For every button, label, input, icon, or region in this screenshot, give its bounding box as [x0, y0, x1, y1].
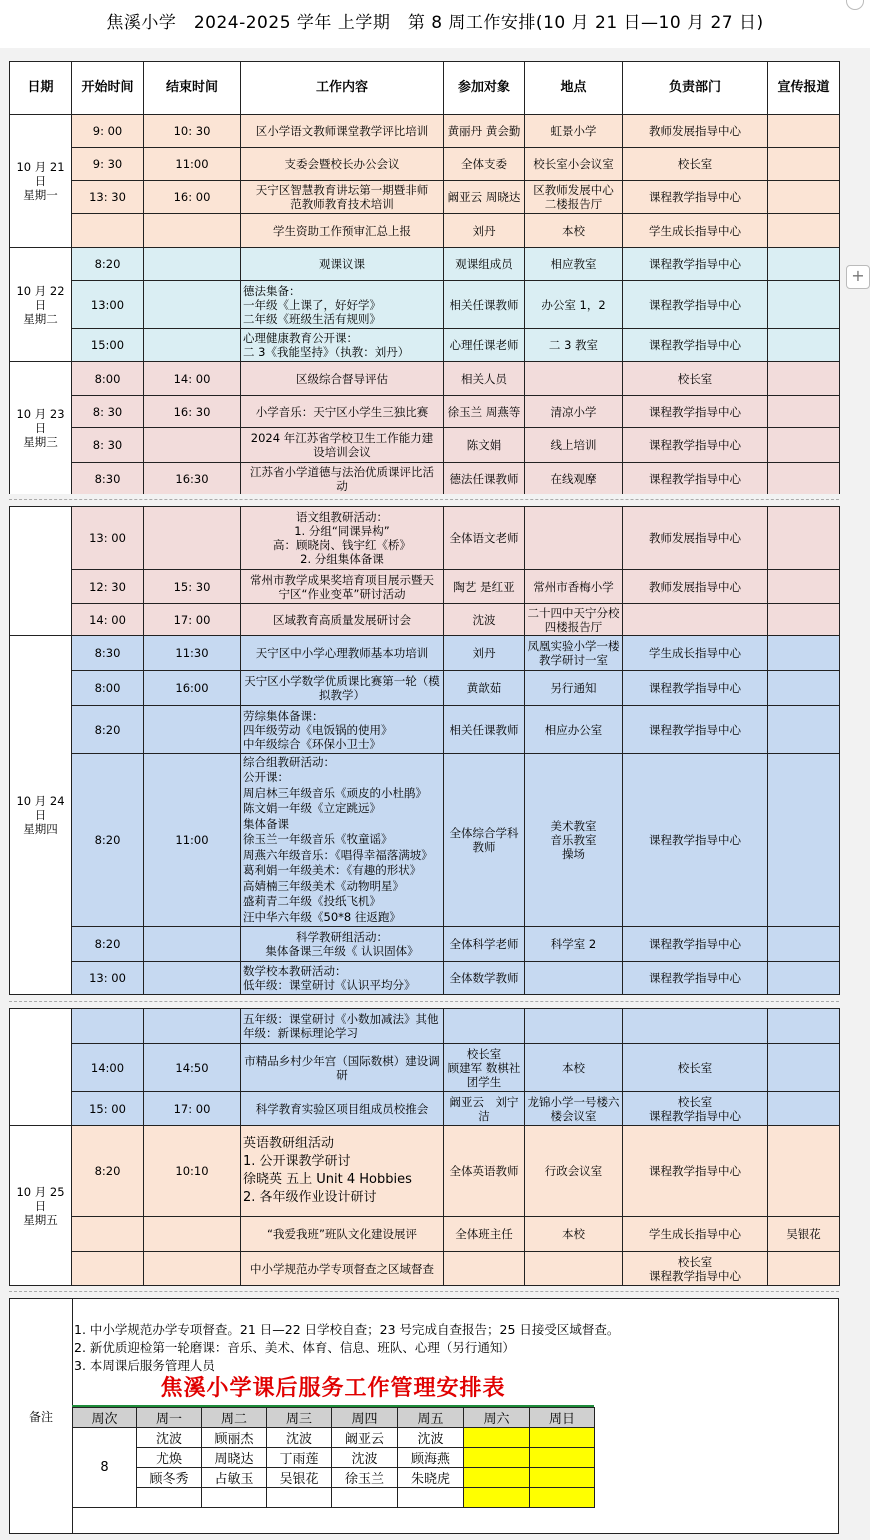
table-row: 8:30 16:30 江苏省小学道德与法治优质课评比活 动 德法任课教师 在线观摩 课程教学指导中心 [10, 463, 840, 495]
page-break [0, 1286, 870, 1298]
page-break [0, 996, 870, 1008]
table-row: 9: 30 11:00 支委会暨校长办公会议 全体支委 校长室小会议室 校长室 [10, 148, 840, 181]
after-school-table [72, 1407, 595, 1508]
table-row: 8:20 劳综集体备课： 四年级劳动《电饭锅的使用》 中年级综合《环保小卫士》 相关任课教师 相应办公室 课程教学指导中心 [10, 706, 840, 754]
table-row: 8:20 11:00 综合组教研活动： 公开课： 周启林三年级音乐《顽皮的小杜鹃》 陈文娟一年级《立定跳远》 集体备课 徐玉兰一年级音乐《牧童谣》 周燕六年级音乐：《唱得幸福落满坡》 葛利娟一年级美术：《有趣的形状》 高婧楠三年级美术《动物明星》 盛莉青二年级《投纸飞机》 汪中华六年级《50*8 往返跑》 全体综合学科 教师 美术教室 音乐教室 操场 课程教学指导中心 [10, 754, 840, 927]
table-row: 中小学规范办学专项督查之区域督查 校长室 课程教学指导中心 [10, 1252, 840, 1286]
notes-lines [74, 1321, 619, 1375]
table-row: 10 月 24 日 星期四 8:30 11:30 天宁区中小学心理教师基本功培训 刘丹 凤凰实验小学一楼 教学研讨一室 学生成长指导中心 [10, 636, 840, 671]
table-row [73, 1488, 595, 1508]
week-number: 8 [73, 1428, 137, 1508]
table-row: 15:00 心理健康教育公开课： 二 3《我能坚持》（执教：刘丹） 心理任课老师 二 3 教室 课程教学指导中心 [10, 329, 840, 362]
after-school-header: 周次 周一 周二 周三 周四 周五 周六 周日 [73, 1408, 595, 1428]
table-row: 13: 00 语文组教研活动： 1. 分组“同课异构” 高：顾晓岗、钱宇红《桥》 2. 分组集体备课 全体语文老师 教师发展指导中心 [10, 507, 840, 570]
header-place: 地点 [525, 62, 623, 115]
header-report: 宣传报道 [768, 62, 840, 115]
table-row: 8: 30 16: 30 小学音乐：天宁区小学生三独比赛 徐玉兰 周燕等 清凉小学 课程教学指导中心 [10, 396, 840, 428]
after-school-schedule [72, 1372, 594, 1508]
schedule-page-1 [9, 61, 839, 495]
day-friday: 10 月 25 日 星期五 [10, 1126, 72, 1286]
note-line: 2. 新优质迎检第一轮磨课：音乐、美术、体育、信息、班队、心理（另行通知） [74, 1340, 515, 1355]
after-school-title: 焦溪小学课后服务工作管理安排表 [160, 1375, 506, 1401]
page-title: 焦溪小学 2024-2025 学年 上学期 第 8 周工作安排(10 月 21 日—10 月 27 日) [0, 0, 870, 48]
table-row: 五年级：课堂研讨《小数加减法》其他 年级：新课标理论学习 [10, 1009, 840, 1044]
table-row: 10 月 22 日 星期二 8:20 观课议课 观课组成员 相应教室 课程教学指导中心 [10, 248, 840, 281]
header-start: 开始时间 [72, 62, 144, 115]
schedule-table-3 [9, 1008, 840, 1286]
table-row: 10 月 23 日 星期三 8:00 14: 00 区级综合督导评估 相关人员 校长室 [10, 362, 840, 396]
day-thursday: 10 月 24 日 星期四 [10, 636, 72, 995]
header-participants: 参加对象 [444, 62, 525, 115]
schedule-table-1 [9, 61, 840, 495]
header-dept: 负责部门 [623, 62, 768, 115]
add-icon[interactable]: + [846, 265, 870, 289]
schedule-page-2 [9, 506, 839, 995]
day-wednesday-cont [10, 507, 72, 636]
note-line: 3. 本周课后服务管理人员 [74, 1358, 215, 1373]
table-row: 10 月 21 日 星期一 9: 00 10: 30 区小学语文教师课堂教学评比培训 黄丽丹 黄会勤 虹景小学 教师发展指导中心 [10, 115, 840, 148]
table-row: 顾冬秀 占敏玉 吴银花 徐玉兰 朱晓虎 [73, 1468, 595, 1488]
table-row: 14: 00 17: 00 区域教育高质量发展研讨会 沈波 二十四中天宁分校 四楼报告厅 [10, 604, 840, 636]
header-content: 工作内容 [241, 62, 444, 115]
day-thursday-cont [10, 1009, 72, 1126]
table-row: 8 沈波 顾丽杰 沈波 阚亚云 沈波 [73, 1428, 595, 1448]
day-tuesday: 10 月 22 日 星期二 [10, 248, 72, 362]
table-row: 尤焕 周晓达 丁雨莲 沈波 顾海燕 [73, 1448, 595, 1468]
schedule-table-2 [9, 506, 840, 995]
table-row: 13:00 德法集备： 一年级《上课了，好好学》 二年级《班级生活有规则》 相关任课教师 办公室 1，2 课程教学指导中心 [10, 281, 840, 329]
table-row: 12: 30 15: 30 常州市教学成果奖培育项目展示暨天 宁区“作业变革”研讨活动 陶艺 是红亚 常州市香梅小学 教师发展指导中心 [10, 570, 840, 604]
note-line: 1. 中小学规范办学专项督查。21 日—22 日学校自查；23 号完成自查报告；25 日接受区域督查。 [74, 1322, 620, 1337]
day-monday: 10 月 21 日 星期一 [10, 115, 72, 248]
table-row: 15: 00 17: 00 科学教育实验区项目组成员校推会 阚亚云 刘宁 洁 龙锦小学一号楼六 楼会议室 校长室 课程教学指导中心 [10, 1092, 840, 1126]
table-row: 8: 30 2024 年江苏省学校卫生工作能力建 设培训会议 陈文娟 线上培训 课程教学指导中心 [10, 428, 840, 463]
header-date: 日期 [10, 62, 72, 115]
table-row: 10 月 25 日 星期五 8:20 10:10 英语教研组活动 1. 公开课教学研讨 徐晓英 五上 Unit 4 Hobbies 2. 各年级作业设计研讨 全体英语教师 行政会议室 课程教学指导中心 [10, 1126, 840, 1217]
notes-label: 备注 [10, 1299, 73, 1533]
table-row: “我爱我班”班队文化建设展评 全体班主任 本校 学生成长指导中心 吴银花 [10, 1217, 840, 1252]
schedule-page-3 [9, 1008, 839, 1286]
table-row: 8:20 科学教研组活动： 集体备课三年级《 认识固体》 全体科学老师 科学室 2 课程教学指导中心 [10, 927, 840, 962]
table-row: 14:00 14:50 市精品乡村少年宫（国际数棋）建设调 研 校长室 顾建军 数棋社 团学生 本校 校长室 [10, 1044, 840, 1092]
header-end: 结束时间 [144, 62, 241, 115]
day-wednesday: 10 月 23 日 星期三 [10, 362, 72, 495]
page-break [0, 494, 870, 506]
table-row: 13: 00 数学校本教研活动： 低年级：课堂研讨《认识平均分》 全体数学教师 课程教学指导中心 [10, 962, 840, 995]
table-row: 13: 30 16: 00 天宁区智慧教育讲坛第一期暨非师 范教师教育技术培训 阚亚云 周晓达 区教师发展中心 二楼报告厅 课程教学指导中心 [10, 181, 840, 214]
table-row: 学生资助工作预审汇总上报 刘丹 本校 学生成长指导中心 [10, 214, 840, 248]
table-row: 8:00 16:00 天宁区小学数学优质课比赛第一轮（模 拟教学） 黄歆茹 另行通知 课程教学指导中心 [10, 671, 840, 706]
